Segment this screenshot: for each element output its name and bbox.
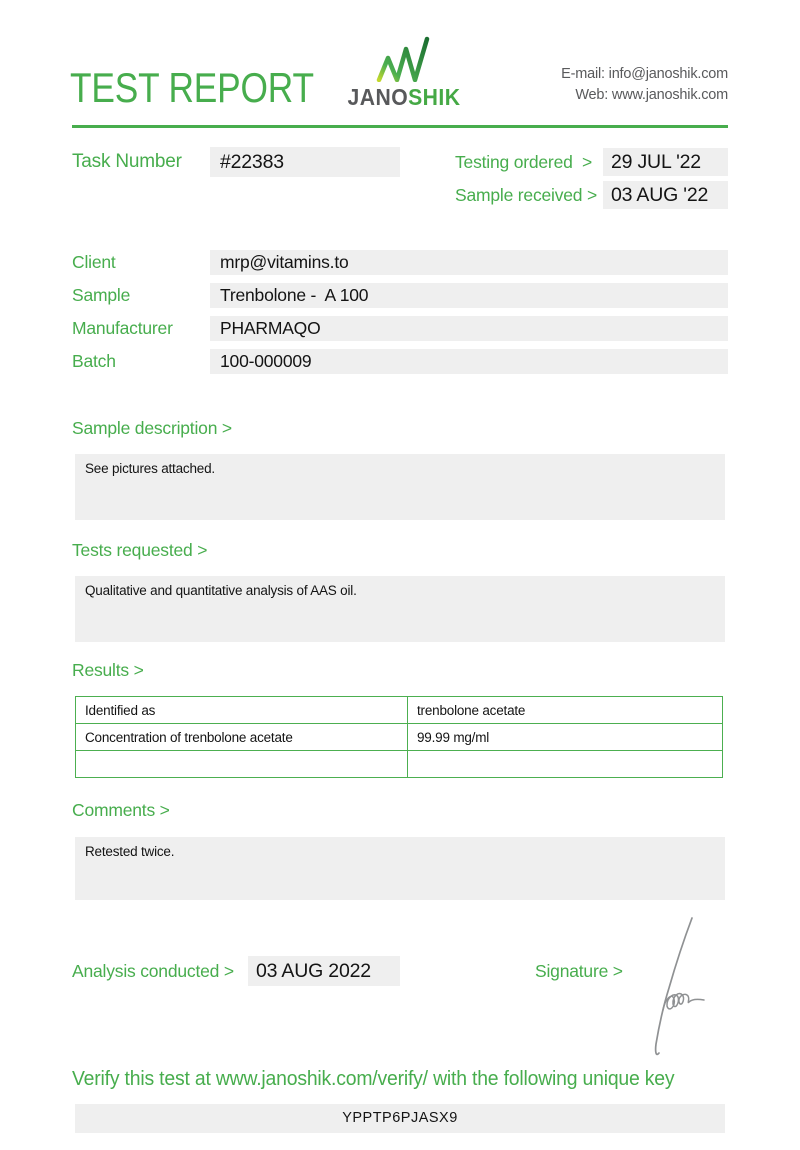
sample-description-box: See pictures attached. (75, 454, 725, 520)
page-title: TEST REPORT (70, 64, 314, 111)
detail-row-client (0, 250, 800, 275)
sample-received-value: 03 AUG '22 (603, 181, 728, 209)
signature-scribble (638, 912, 722, 1062)
janoshik-logo (338, 36, 470, 111)
analysis-conducted-value: 03 AUG 2022 (248, 956, 400, 986)
contact-web: Web: www.janoshik.com (575, 87, 728, 103)
testing-ordered-label: Testing ordered > (455, 152, 592, 172)
results-cell-identified-value: trenbolone acetate (408, 697, 723, 724)
section-heading-results: Results > (72, 660, 144, 680)
tests-requested-box: Qualitative and quantitative analysis of AAS oil. (75, 576, 725, 642)
verify-instruction: Verify this test at www.janoshik.com/verify/ with the following unique key (72, 1068, 675, 1090)
results-row-identified (76, 697, 723, 724)
verify-unique-key: YPPTP6PJASX9 (75, 1104, 725, 1133)
sample-received-label: Sample received > (455, 185, 598, 205)
detail-row-batch (0, 349, 800, 374)
logo-text-primary: JANO (347, 84, 409, 110)
logo-text-accent: SHIK (408, 84, 461, 110)
batch-label: Batch (72, 351, 116, 371)
results-cell-empty-label (76, 751, 408, 778)
rising-chart-icon (375, 36, 433, 82)
section-heading-tests-requested: Tests requested > (72, 540, 208, 560)
results-table (75, 696, 723, 778)
results-cell-concentration-value: 99.99 mg/ml (408, 724, 723, 751)
header-divider (72, 125, 728, 128)
detail-row-sample (0, 283, 800, 308)
manufacturer-label: Manufacturer (72, 318, 173, 338)
task-number-value: #22383 (210, 147, 400, 177)
detail-row-manufacturer (0, 316, 800, 341)
analysis-conducted-label: Analysis conducted > (72, 961, 234, 981)
logo-wordmark (343, 84, 464, 111)
contact-info (561, 64, 728, 106)
sample-label: Sample (72, 285, 131, 305)
sample-value: Trenbolone - A 100 (210, 283, 728, 308)
testing-ordered-value: 29 JUL '22 (603, 148, 728, 176)
section-heading-sample-description: Sample description > (72, 418, 232, 438)
section-heading-comments: Comments > (72, 800, 170, 820)
results-row-empty (76, 751, 723, 778)
signature-label: Signature > (535, 961, 623, 981)
results-cell-empty-value (408, 751, 723, 778)
contact-email: E-mail: info@janoshik.com (561, 66, 728, 82)
client-value: mrp@vitamins.to (210, 250, 728, 275)
results-cell-identified-label: Identified as (76, 697, 408, 724)
task-number-label: Task Number (72, 151, 182, 172)
results-cell-concentration-label: Concentration of trenbolone acetate (76, 724, 408, 751)
client-label: Client (72, 252, 116, 272)
batch-value: 100-000009 (210, 349, 728, 374)
results-row-concentration (76, 724, 723, 751)
comments-box: Retested twice. (75, 837, 725, 900)
manufacturer-value: PHARMAQO (210, 316, 728, 341)
